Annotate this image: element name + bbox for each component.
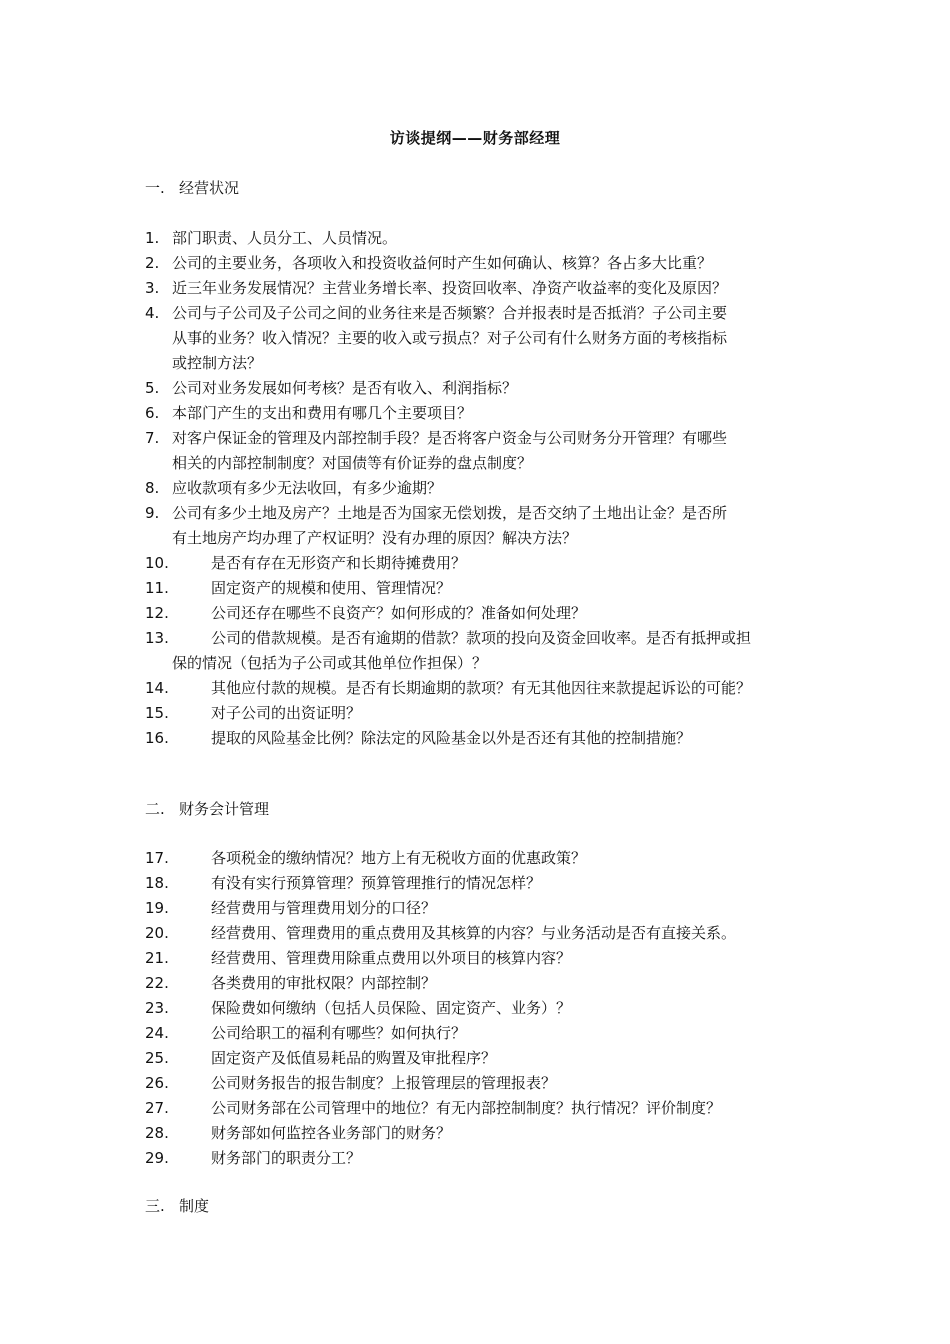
section-number: 三.	[145, 1197, 165, 1215]
item-text: 对子公司的出资证明？	[211, 704, 362, 722]
list-item	[145, 921, 815, 946]
item-number: 12.	[145, 604, 169, 622]
item-number: 23.	[145, 999, 169, 1017]
item-text: 公司与子公司及子公司之间的业务往来是否频繁？合并报表时是否抵消？子公司主要	[172, 304, 728, 322]
list-item	[145, 676, 815, 701]
item-text: 从事的业务？收入情况？主要的收入或亏损点？对子公司有什么财务方面的考核指标	[172, 329, 728, 347]
item-text: 固定资产及低值易耗品的购置及审批程序？	[211, 1049, 497, 1067]
list-item	[145, 276, 815, 301]
item-number: 15.	[145, 704, 169, 722]
item-number: 18.	[145, 874, 169, 892]
item-text: 保险费如何缴纳（包括人员保险、固定资产、业务）？	[211, 999, 572, 1017]
list-item	[145, 996, 815, 1021]
list-item	[145, 1146, 815, 1171]
item-text: 是否有存在无形资产和长期待摊费用？	[211, 554, 467, 572]
list-item	[145, 846, 815, 871]
list-item	[145, 601, 815, 626]
item-text: 公司给职工的福利有哪些？如何执行？	[211, 1024, 467, 1042]
item-number: 1.	[145, 229, 160, 247]
list-item	[145, 726, 815, 751]
list-item	[145, 1071, 815, 1096]
list-item	[145, 1121, 815, 1146]
item-text: 各类费用的审批权限？内部控制？	[211, 974, 437, 992]
item-text: 有土地房产均办理了产权证明？没有办理的原因？解决方法？	[172, 529, 578, 547]
list-item	[145, 576, 815, 601]
list-item	[145, 501, 815, 551]
item-text: 部门职责、人员分工、人员情况。	[172, 229, 398, 247]
item-number: 7.	[145, 429, 160, 447]
item-number: 8.	[145, 479, 160, 497]
section-number: 二.	[145, 800, 165, 818]
section-1-list	[145, 226, 815, 751]
list-item	[145, 871, 815, 896]
item-text: 公司还存在哪些不良资产？如何形成的？准备如何处理？	[211, 604, 587, 622]
item-number: 27.	[145, 1099, 169, 1117]
item-number: 2.	[145, 254, 160, 272]
item-number: 25.	[145, 1049, 169, 1067]
list-item	[145, 1046, 815, 1071]
list-item	[145, 426, 815, 476]
item-text: 固定资产的规模和使用、管理情况？	[211, 579, 452, 597]
item-number: 13.	[145, 629, 169, 647]
item-number: 6.	[145, 404, 160, 422]
item-text: 各项税金的缴纳情况？地方上有无税收方面的优惠政策？	[211, 849, 587, 867]
section-number: 一.	[145, 179, 165, 197]
item-number: 19.	[145, 899, 169, 917]
item-number: 9.	[145, 504, 160, 522]
section-2-list	[145, 846, 815, 1171]
section-title: 财务会计管理	[179, 800, 270, 818]
item-text: 或控制方法？	[172, 354, 263, 372]
list-item	[145, 376, 815, 401]
section-heading-1	[145, 178, 239, 198]
item-text: 财务部如何监控各业务部门的财务？	[211, 1124, 452, 1142]
list-item	[145, 971, 815, 996]
item-text: 公司财务报告的报告制度？上报管理层的管理报表？	[211, 1074, 557, 1092]
item-text: 经营费用与管理费用划分的口径？	[211, 899, 437, 917]
item-text: 公司的借款规模。是否有逾期的借款？款项的投向及资金回收率。是否有抵押或担	[211, 629, 752, 647]
item-text: 提取的风险基金比例？除法定的风险基金以外是否还有其他的控制措施？	[211, 729, 692, 747]
list-item	[145, 251, 815, 276]
section-title: 制度	[179, 1197, 210, 1215]
list-item	[145, 946, 815, 971]
item-text: 经营费用、管理费用除重点费用以外项目的核算内容？	[211, 949, 572, 967]
section-title: 经营状况	[179, 179, 240, 197]
item-number: 17.	[145, 849, 169, 867]
item-number: 26.	[145, 1074, 169, 1092]
list-item	[145, 701, 815, 726]
list-item	[145, 1021, 815, 1046]
item-number: 29.	[145, 1149, 169, 1167]
item-text: 公司的主要业务，各项收入和投资收益何时产生如何确认、核算？各占多大比重？	[172, 254, 713, 272]
item-text: 本部门产生的支出和费用有哪几个主要项目？	[172, 404, 473, 422]
list-item	[145, 301, 815, 376]
item-number: 28.	[145, 1124, 169, 1142]
list-item	[145, 1096, 815, 1121]
item-number: 5.	[145, 379, 160, 397]
item-text: 有没有实行预算管理？预算管理推行的情况怎样？	[211, 874, 542, 892]
item-number: 11.	[145, 579, 169, 597]
item-text: 财务部门的职责分工？	[211, 1149, 362, 1167]
item-text: 应收款项有多少无法收回，有多少逾期？	[172, 479, 443, 497]
item-number: 24.	[145, 1024, 169, 1042]
item-number: 10.	[145, 554, 169, 572]
section-heading-2	[145, 799, 269, 819]
list-item	[145, 476, 815, 501]
item-text: 其他应付款的规模。是否有长期逾期的款项？有无其他因往来款提起诉讼的可能？	[211, 679, 752, 697]
list-item	[145, 551, 815, 576]
section-heading-3	[145, 1196, 209, 1216]
item-number: 16.	[145, 729, 169, 747]
item-text: 对客户保证金的管理及内部控制手段？是否将客户资金与公司财务分开管理？有哪些	[172, 429, 728, 447]
item-text: 公司对业务发展如何考核？是否有收入、利润指标？	[172, 379, 518, 397]
item-text: 公司财务部在公司管理中的地位？有无内部控制制度？执行情况？评价制度？	[211, 1099, 722, 1117]
item-number: 14.	[145, 679, 169, 697]
item-text: 相关的内部控制制度？对国债等有价证券的盘点制度？	[172, 454, 533, 472]
list-item	[145, 401, 815, 426]
item-number: 4.	[145, 304, 160, 322]
item-number: 22.	[145, 974, 169, 992]
item-number: 20.	[145, 924, 169, 942]
list-item	[145, 896, 815, 921]
item-text: 保的情况（包括为子公司或其他单位作担保）？	[172, 654, 488, 672]
list-item	[145, 626, 815, 676]
item-text: 近三年业务发展情况？主营业务增长率、投资回收率、净资产收益率的变化及原因？	[172, 279, 728, 297]
item-number: 21.	[145, 949, 169, 967]
item-number: 3.	[145, 279, 160, 297]
item-text: 经营费用、管理费用的重点费用及其核算的内容？与业务活动是否有直接关系。	[211, 924, 737, 942]
document-title: 访谈提纲——财务部经理	[389, 129, 561, 147]
list-item	[145, 226, 815, 251]
item-text: 公司有多少土地及房产？土地是否为国家无偿划拨，是否交纳了土地出让金？是否所	[172, 504, 728, 522]
